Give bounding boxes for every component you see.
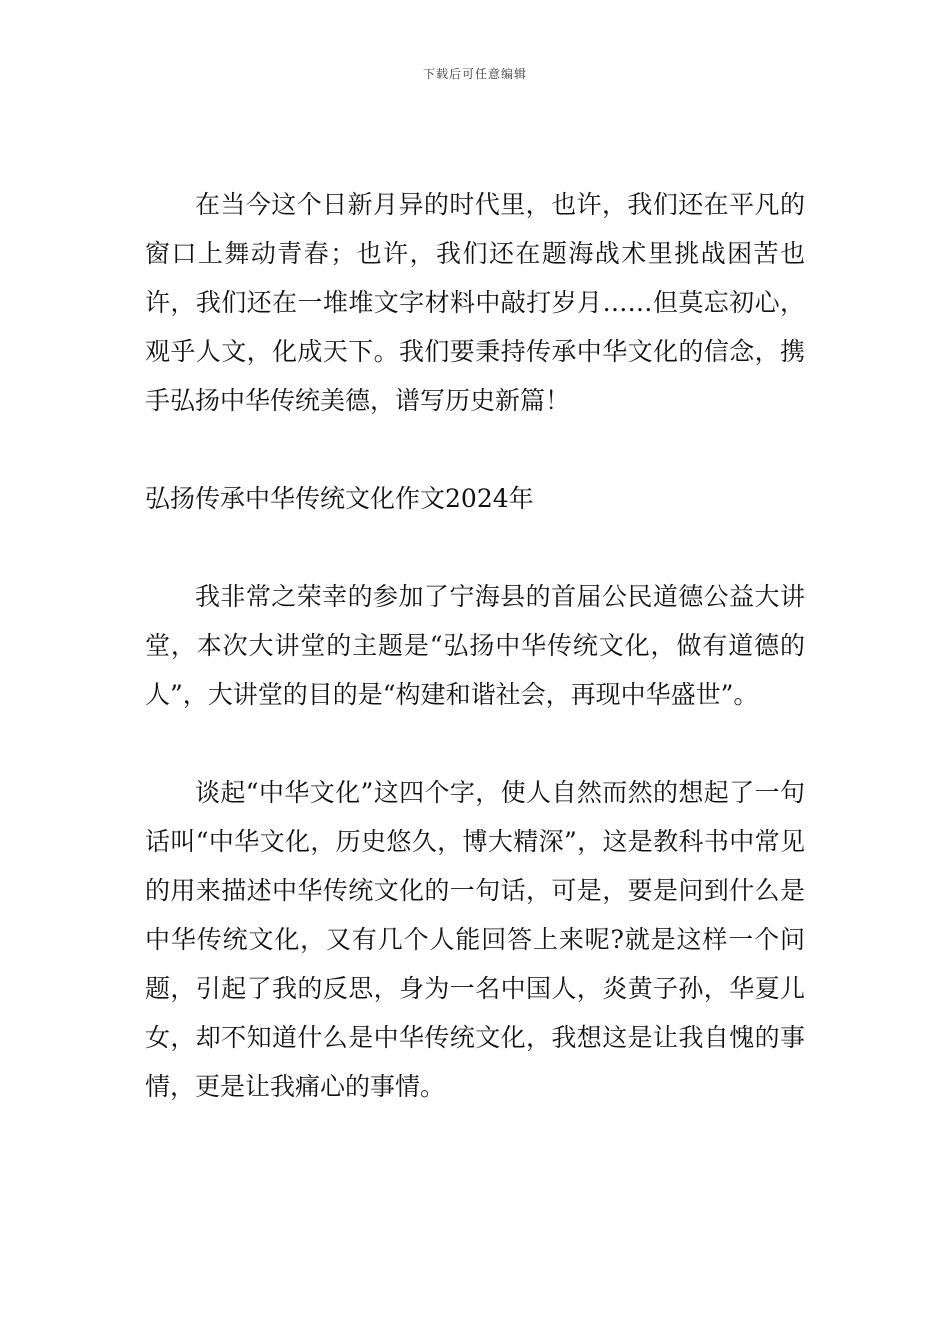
- section-heading: 弘扬传承中华传统文化作文2024年: [145, 484, 534, 513]
- document-body: [145, 180, 805, 1111]
- paragraph-spacer: [145, 523, 805, 572]
- paragraph-spacer: [145, 425, 805, 474]
- paragraph-spacer: [145, 719, 805, 768]
- paragraph-lecture: 我非常之荣幸的参加了宁海县的首届公民道德公益大讲堂，本次大讲堂的主题是“弘扬中华传统文化，做有道德的人”，大讲堂的目的是“构建和谐社会，再现中华盛世”。: [145, 582, 805, 709]
- page-header-note: 下载后可任意编辑: [422, 67, 527, 81]
- paragraph-intro: 在当今这个日新月异的时代里，也许，我们还在平凡的窗口上舞动青春；也许，我们还在题海战术里挑战困苦也许，我们还在一堆堆文字材料中敲打岁月……但莫忘初心，观乎人文，化成天下。我们要秉持传承中华文化的信念，携手弘扬中华传统美德，谱写历史新篇！: [145, 190, 805, 415]
- paragraph-reflection: 谈起“中华文化”这四个字，使人自然而然的想起了一句话叫“中华文化，历史悠久，博大精深”，这是教科书中常见的用来描述中华传统文化的一句话，可是，要是问到什么是中华传统文化，又有几个人能回答上来呢?就是这样一个问题，引起了我的反思，身为一名中国人，炎黄子孙，华夏儿女，却不知道什么是中华传统文化，我想这是让我自愧的事情，更是让我痛心的事情。: [145, 778, 805, 1101]
